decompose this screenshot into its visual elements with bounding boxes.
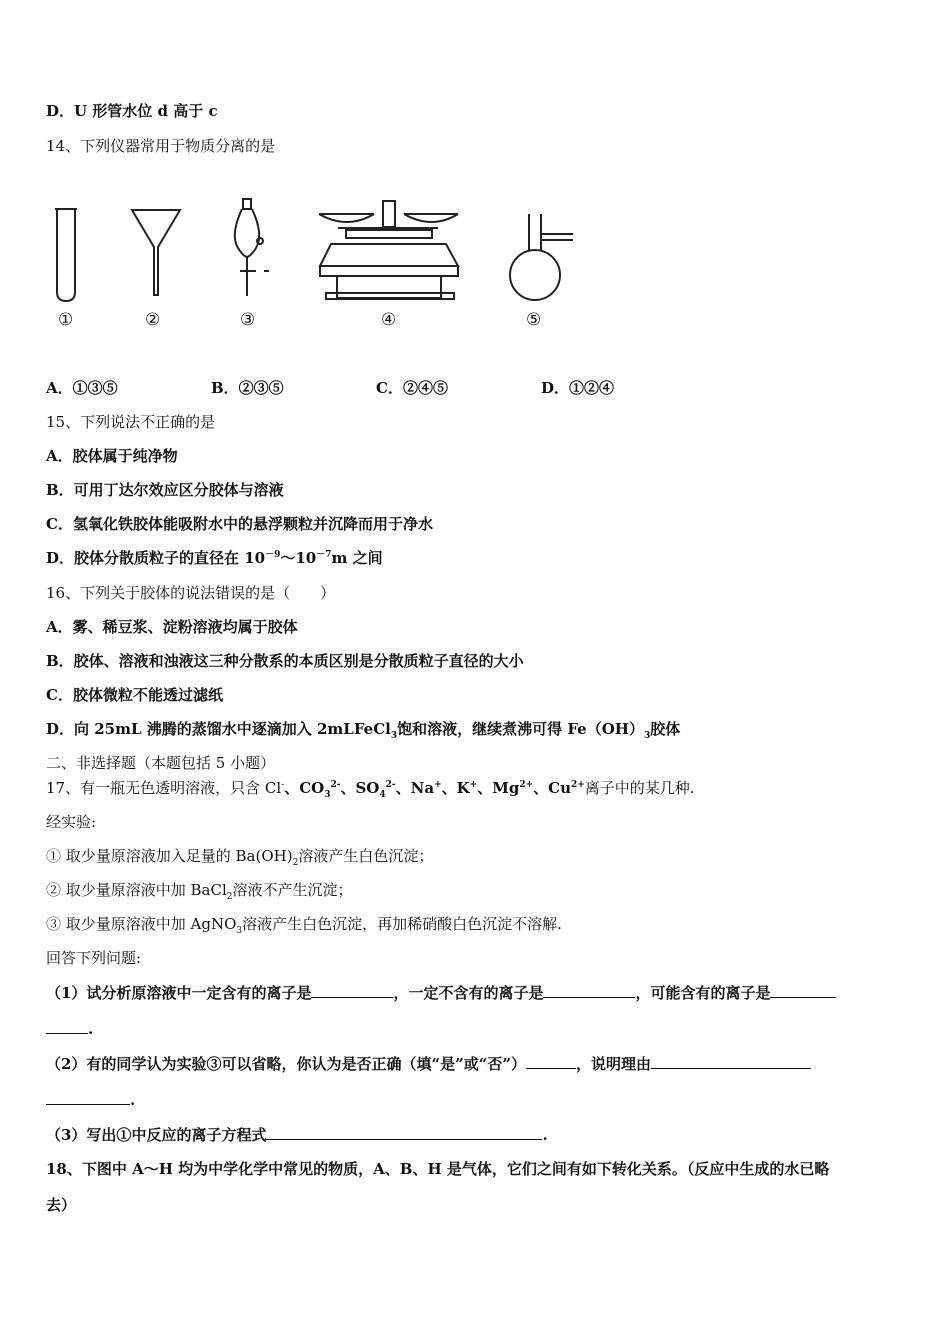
q17-sub1-cont [46,1019,93,1039]
q16-option-a: A．雾、稀豆浆、淀粉溶液均属于胶体 [46,618,298,636]
q17-exp-3 [46,914,562,934]
q13-option-d: D．U 形管水位 d 高于 c [46,102,218,120]
q17-stem-text4: 、Na [395,779,435,797]
q15-option-d [46,548,383,568]
exp3-text: ③ 取少量原溶液中加 AgNO [46,915,237,933]
figure-label-2: ② [145,310,161,330]
figure-label-1: ① [58,310,74,330]
q15-d-text2: ～10 [280,549,317,567]
q17-stem-text1: 17、有一瓶无色透明溶液，只含 Cl [46,779,282,797]
q15-d-text3: m 之间 [331,549,383,567]
q16-option-c: C．胶体微粒不能透过滤纸 [46,686,223,704]
apparatus-drawing [46,190,576,340]
sub1-end: . [88,1020,94,1038]
exp1-text2: 溶液产生白色沉淀； [298,847,434,865]
q17-stem-text3: 、SO [340,779,380,797]
q17-exp-2 [46,880,353,900]
q17-stem-exp5: + [469,780,478,790]
separatory-funnel-icon [235,199,269,296]
answer-blank-3[interactable] [770,983,836,998]
figure-label-4: ④ [381,310,397,330]
q17-stem-text6: 、Mg [477,779,520,797]
q16-d-sub2: 3 [643,731,651,741]
balance-icon [319,201,458,299]
sub1-text2: ，一定不含有的离子是 [393,984,544,1002]
q18-stem-line1: 18、下图中 A～H 均为中学化学中常见的物质，A、B、H 是气体，它们之间有如下转化关系。（反应中生成的水已略 [46,1160,830,1178]
q16-d-text: D．向 25mL 沸腾的蒸馏水中逐滴加入 2mLFeCl [46,720,391,738]
distilling-flask-icon [510,214,573,300]
q17-sub2 [46,1054,811,1074]
q16-option-b: B．胶体、溶液和浊液这三种分散系的本质区别是分散质粒子直径的大小 [46,652,524,670]
q16-option-d [46,719,680,739]
figure-label-5: ⑤ [526,310,542,330]
sub3-end: . [542,1126,548,1144]
q17-stem-exp6: 2+ [519,780,534,790]
q17-stem-exp2: 2- [330,780,341,790]
answer-blank-5[interactable] [651,1054,811,1069]
q16-d-text3: 胶体 [650,720,681,738]
q15-d-exp1: －9 [265,550,281,560]
section-title: 二、非选择题（本题包括 5 小题） [46,754,276,772]
answer-blank-4[interactable] [526,1054,576,1069]
sub2-end: . [130,1091,136,1109]
exp1-text: ① 取少量原溶液加入足量的 Ba(OH) [46,847,293,865]
q17-answer-title: 回答下列问题: [46,949,142,967]
sub1-text1: （1）试分析原溶液中一定含有的离子是 [46,984,312,1002]
q15-option-c: C．氢氧化铁胶体能吸附水中的悬浮颗粒并沉降而用于净水 [46,515,433,533]
exp2-text2: 溶液不产生沉淀； [232,881,353,899]
answer-blank-3-cont[interactable] [46,1019,88,1034]
exp3-sub: 3 [236,926,243,936]
exp3-text2: 溶液产生白色沉淀，再加稀硝酸白色沉淀不溶解. [242,915,562,933]
exp1-sub: 2 [292,858,299,868]
sub1-text3: ，可能含有的离子是 [635,984,771,1002]
sub2-text2: ，说明理由 [575,1055,651,1073]
q14-stem: 14、下列仪器常用于物质分离的是 [46,137,276,155]
q18-stem-line2: 去） [46,1196,77,1214]
q17-stem-exp3: 2- [385,780,396,790]
q15-d-exp2: －7 [316,550,332,560]
q16-d-sub1: 3 [390,731,398,741]
answer-blank-1[interactable] [311,983,393,998]
q17-stem-exp1: - [281,780,285,790]
q17-stem-text7: 、Cu [533,779,571,797]
test-tube-icon [57,209,75,301]
q14-option-c: C．②④⑤ [376,379,448,397]
answer-blank-2[interactable] [543,983,635,998]
q17-stem-exp7: 2+ [570,780,585,790]
q17-sub2-cont [46,1090,135,1110]
sub2-text1: （2）有的同学认为实验③可以省略，你认为是否正确（填“是”或“否”） [46,1055,526,1073]
q14-option-b: B．②③⑤ [211,379,284,397]
q15-option-b: B．可用丁达尔效应区分胶体与溶液 [46,481,284,499]
q17-sub3 [46,1125,548,1145]
q16-stem: 16、下列关于胶体的说法错误的是（ ） [46,584,336,602]
q17-stem-text2: 、CO [284,779,325,797]
funnel-icon [132,210,180,295]
exp2-sub: 2 [226,892,233,902]
answer-blank-5-cont[interactable] [46,1090,130,1105]
answer-blank-6[interactable] [266,1125,542,1140]
q15-d-text: D．胶体分散质粒子的直径在 10 [46,549,266,567]
q17-stem-text8: 离子中的某几种. [584,779,695,797]
q14-option-a: A．①③⑤ [46,379,118,397]
q16-d-text2: 饱和溶液，继续煮沸可得 Fe（OH） [397,720,644,738]
q17-stem-sub3: 4 [379,790,386,800]
exp2-text: ② 取少量原溶液中加 BaCl [46,881,227,899]
q17-sub1 [46,983,836,1003]
q17-stem [46,778,695,798]
q17-stem-text5: 、K [441,779,470,797]
q15-option-a: A．胶体属于纯净物 [46,447,178,465]
q17-exp-title: 经实验: [46,813,97,831]
q17-stem-exp4: + [434,780,442,790]
sub3-text1: （3）写出①中反应的离子方程式 [46,1126,267,1144]
figure-label-3: ③ [240,310,256,330]
q17-exp-1 [46,846,433,866]
q15-stem: 15、下列说法不正确的是 [46,413,216,431]
q14-apparatus-figure [46,190,576,340]
q14-option-d: D．①②④ [541,379,615,397]
q17-stem-sub2: 3 [324,790,331,800]
